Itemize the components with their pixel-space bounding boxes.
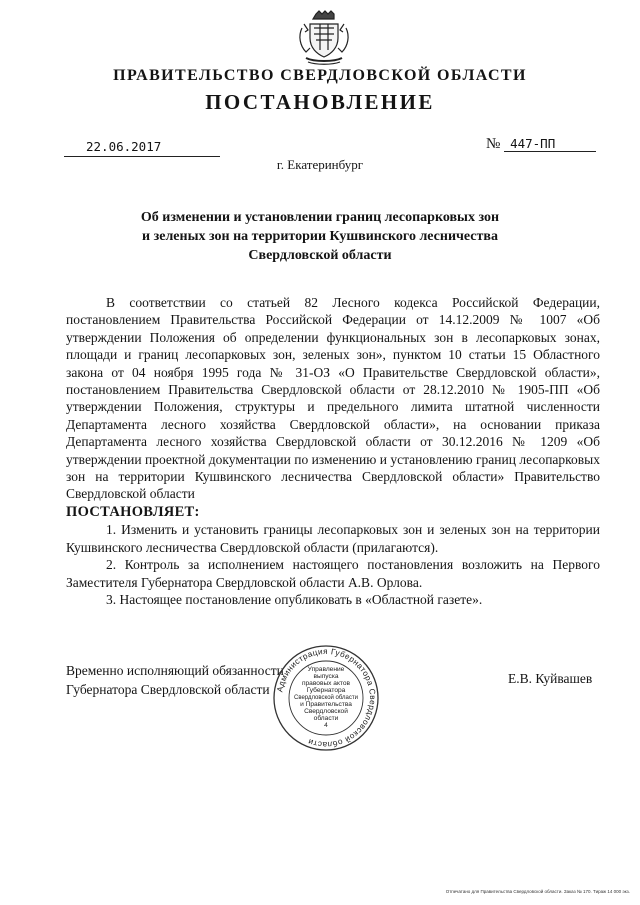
signer-title [66,661,284,699]
signer-title-line: Губернатора Свердловской области [66,682,270,697]
resolution-item-3: 3. Настоящее постановление опубликовать в «Областной газете». [106,591,483,607]
subject-line: Об изменении и установлении границ лесопарковых зон [140,210,500,225]
seal-text-line: Свердловской области [293,695,359,701]
seal-text-line: области [313,715,339,722]
seal-text-line: правовых актов [301,680,351,687]
city: г. Екатеринбург [276,157,364,172]
number-label: № [486,136,501,152]
document-type: ПОСТАНОВЛЕНИЕ [205,90,435,114]
seal-text-line: Управление [307,666,345,673]
document-body [66,294,600,608]
document-subject [80,208,560,265]
signer-name: Е.В. Куйвашев [508,671,593,686]
preamble-paragraph: В соответствии со статьей 82 Лесного кодекса Российской Федерации, постановлением Правительства Российской Федерации от 14.12.2009 № 1007 «Об утверждении Положения об определении функциональных зон в лесопарковых зонах, площади и границ лесопарковых зон, зеленых зон», пунктом 10 статьи 15 Областного закона от 04 ноября 1995 года № 31-ОЗ «О Правительстве Свердловской области», постановлением Правительства Свердловской области от 28.12.2010 № 1905-ПП «Об утверждении Положения, структуры и предельного лимита штатной численности Департамента лесного хозяйства Свердловской области», на основании приказа Департамента лесного хозяйства Свердловской области от 30.12.2016 № 1209 «Об утверждении проектной документации по изменению и установлению границ лесопарковых зон на территории Кушвинского лесничества Свердловской области» Правительство Свердловской области [66,295,600,502]
signer-title-line: Временно исполняющий обязанности [66,663,284,678]
seal-text-line: выпуска [313,673,339,680]
number-value: 447-ПП [504,136,596,152]
seal-text-line: 4 [324,722,328,729]
subject-line: Свердловской области [248,248,392,263]
document-date: 22.06.2017 [64,139,220,157]
resolution-item-2: 2. Контроль за исполнением настоящего постановления возложить на Первого Заместителя Губернатора Свердловской области А.В. Орлова. [66,557,600,590]
coat-of-arms-icon [296,10,352,66]
government-title: ПРАВИТЕЛЬСТВО СВЕРДЛОВСКОЙ ОБЛАСТИ [113,67,527,84]
document-number [486,136,596,153]
print-footer-note: Отпечатано для Правительства Свердловской области. Заказ № 170. Тираж 14 000 экз. [445,889,630,894]
resolves-heading: ПОСТАНОВЛЯЕТ: [66,503,200,520]
seal-ring-text: Администрация Губернатора Свердловской области [275,646,378,750]
seal-text-line: Свердловской [304,708,348,715]
official-stamp-icon [272,644,380,752]
seal-text-line: и Правительства [300,701,352,708]
resolution-item-1: 1. Изменить и установить границы лесопарковых зон и зеленых зон на территории Кушвинского лесничества Свердловской области (прилагаются). [66,522,600,555]
seal-text-line: Губернатора [306,687,346,694]
subject-line: и зеленых зон на территории Кушвинского лесничества [142,229,498,244]
